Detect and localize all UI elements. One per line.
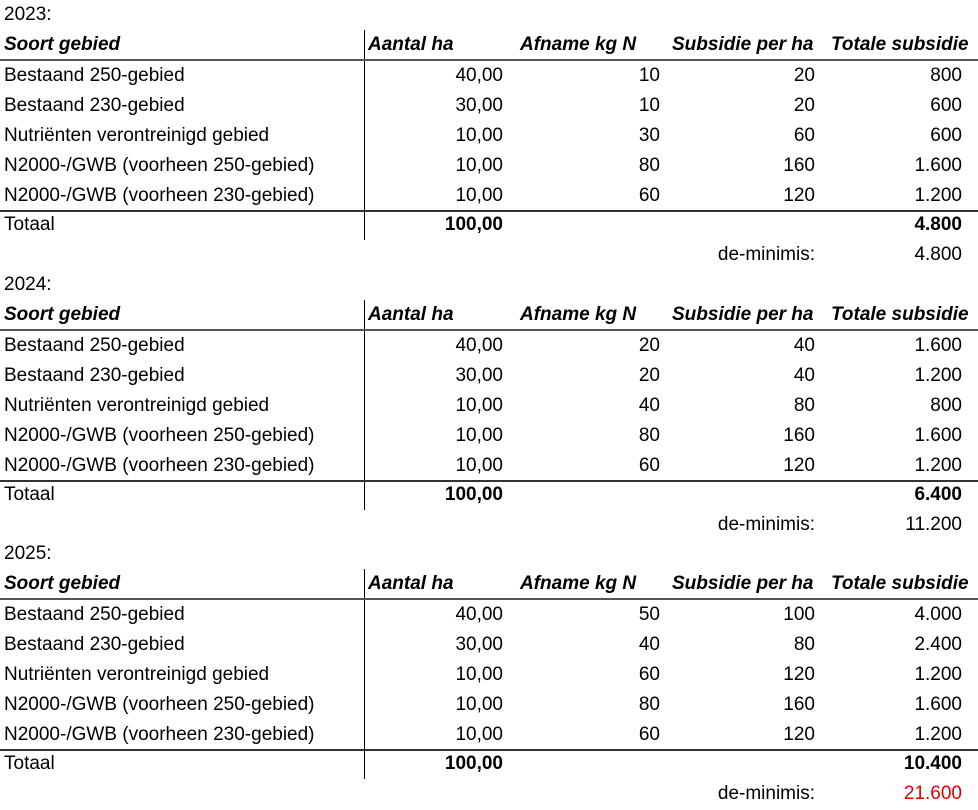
total-ha: 100,00 bbox=[444, 214, 503, 235]
cell-ha: 10,00 bbox=[455, 155, 503, 176]
cell-ha: 10,00 bbox=[455, 694, 503, 715]
cell-ha: 10,00 bbox=[455, 455, 503, 476]
table-row bbox=[0, 451, 978, 481]
cell-ha: 10,00 bbox=[455, 185, 503, 206]
cell-afname: 60 bbox=[638, 455, 660, 476]
header-aantal-ha: Aantal ha bbox=[368, 304, 454, 325]
deminimis-row bbox=[0, 779, 978, 809]
cell-subsidie-ha: 160 bbox=[783, 425, 815, 446]
cell-afname: 10 bbox=[638, 95, 660, 116]
header-row bbox=[0, 30, 978, 60]
cell-afname: 40 bbox=[638, 634, 660, 655]
table-row bbox=[0, 630, 978, 660]
cell-afname: 80 bbox=[638, 425, 660, 446]
header-subsidie-per-ha: Subsidie per ha bbox=[672, 304, 814, 325]
cell-ha: 40,00 bbox=[455, 335, 503, 356]
year-heading: 2025: bbox=[4, 543, 52, 564]
deminimis-label: de-minimis: bbox=[717, 514, 815, 535]
total-label: Totaal bbox=[4, 214, 55, 235]
deminimis-label: de-minimis: bbox=[717, 244, 815, 265]
table-row bbox=[0, 121, 978, 151]
cell-soort: N2000-/GWB (voorheen 230-gebied) bbox=[4, 724, 315, 745]
cell-totaal: 800 bbox=[930, 65, 962, 86]
cell-afname: 80 bbox=[638, 694, 660, 715]
total-subsidie: 10.400 bbox=[903, 753, 962, 774]
total-row bbox=[0, 480, 978, 510]
table-row bbox=[0, 331, 978, 361]
header-afname-kg-n: Afname kg N bbox=[520, 573, 637, 594]
table-row bbox=[0, 181, 978, 211]
cell-afname: 40 bbox=[638, 395, 660, 416]
total-label: Totaal bbox=[4, 753, 55, 774]
cell-totaal: 1.200 bbox=[914, 455, 962, 476]
cell-afname: 20 bbox=[638, 335, 660, 356]
cell-soort: Bestaand 250-gebied bbox=[4, 604, 185, 625]
cell-ha: 10,00 bbox=[455, 724, 503, 745]
cell-ha: 10,00 bbox=[455, 395, 503, 416]
cell-subsidie-ha: 100 bbox=[783, 604, 815, 625]
cell-subsidie-ha: 120 bbox=[783, 455, 815, 476]
cell-totaal: 1.600 bbox=[914, 155, 962, 176]
cell-totaal: 1.600 bbox=[914, 335, 962, 356]
cell-afname: 20 bbox=[638, 365, 660, 386]
cell-subsidie-ha: 40 bbox=[793, 335, 815, 356]
table-row bbox=[0, 421, 978, 451]
cell-ha: 10,00 bbox=[455, 125, 503, 146]
header-totale-subsidie: Totale subsidie bbox=[831, 573, 969, 594]
cell-ha: 30,00 bbox=[455, 365, 503, 386]
header-soort-gebied: Soort gebied bbox=[4, 573, 121, 594]
header-subsidie-per-ha: Subsidie per ha bbox=[672, 34, 814, 55]
cell-totaal: 4.000 bbox=[914, 604, 962, 625]
header-afname-kg-n: Afname kg N bbox=[520, 34, 637, 55]
cell-afname: 50 bbox=[638, 604, 660, 625]
cell-subsidie-ha: 40 bbox=[793, 365, 815, 386]
total-subsidie: 4.800 bbox=[914, 214, 962, 235]
cell-totaal: 800 bbox=[930, 395, 962, 416]
year-heading: 2023: bbox=[4, 4, 52, 25]
table-row bbox=[0, 151, 978, 181]
cell-subsidie-ha: 160 bbox=[783, 694, 815, 715]
cell-afname: 10 bbox=[638, 65, 660, 86]
cell-totaal: 1.600 bbox=[914, 694, 962, 715]
header-totale-subsidie: Totale subsidie bbox=[831, 304, 969, 325]
deminimis-value: 11.200 bbox=[905, 514, 962, 535]
cell-totaal: 600 bbox=[930, 125, 962, 146]
cell-ha: 10,00 bbox=[455, 425, 503, 446]
cell-subsidie-ha: 160 bbox=[783, 155, 815, 176]
cell-totaal: 1.200 bbox=[914, 365, 962, 386]
cell-afname: 60 bbox=[638, 664, 660, 685]
table-row bbox=[0, 91, 978, 121]
cell-ha: 10,00 bbox=[455, 664, 503, 685]
deminimis-row bbox=[0, 240, 978, 270]
cell-soort: Nutriënten verontreinigd gebied bbox=[4, 395, 270, 416]
table-row bbox=[0, 600, 978, 630]
table-row bbox=[0, 720, 978, 750]
header-totale-subsidie: Totale subsidie bbox=[831, 34, 969, 55]
header-subsidie-per-ha: Subsidie per ha bbox=[672, 573, 814, 594]
header-afname-kg-n: Afname kg N bbox=[520, 304, 637, 325]
cell-soort: N2000-/GWB (voorheen 250-gebied) bbox=[4, 425, 315, 446]
deminimis-value: 4.800 bbox=[914, 244, 962, 265]
total-subsidie: 6.400 bbox=[914, 484, 962, 505]
header-aantal-ha: Aantal ha bbox=[368, 34, 454, 55]
cell-subsidie-ha: 80 bbox=[793, 395, 815, 416]
cell-subsidie-ha: 120 bbox=[783, 185, 815, 206]
cell-subsidie-ha: 80 bbox=[793, 634, 815, 655]
cell-soort: N2000-/GWB (voorheen 250-gebied) bbox=[4, 694, 315, 715]
total-ha: 100,00 bbox=[444, 753, 503, 774]
table-row bbox=[0, 660, 978, 690]
cell-totaal: 600 bbox=[930, 95, 962, 116]
deminimis-row bbox=[0, 510, 978, 540]
cell-soort: N2000-/GWB (voorheen 250-gebied) bbox=[4, 155, 315, 176]
cell-afname: 80 bbox=[638, 155, 660, 176]
total-row bbox=[0, 210, 978, 240]
cell-soort: N2000-/GWB (voorheen 230-gebied) bbox=[4, 455, 315, 476]
cell-afname: 60 bbox=[638, 724, 660, 745]
cell-soort: Bestaand 230-gebied bbox=[4, 365, 185, 386]
table-row bbox=[0, 391, 978, 421]
cell-totaal: 2.400 bbox=[914, 634, 962, 655]
header-soort-gebied: Soort gebied bbox=[4, 34, 121, 55]
cell-ha: 30,00 bbox=[455, 634, 503, 655]
cell-subsidie-ha: 120 bbox=[783, 724, 815, 745]
cell-subsidie-ha: 120 bbox=[783, 664, 815, 685]
cell-soort: Bestaand 250-gebied bbox=[4, 335, 185, 356]
cell-ha: 40,00 bbox=[455, 604, 503, 625]
cell-soort: Bestaand 230-gebied bbox=[4, 634, 185, 655]
cell-totaal: 1.600 bbox=[914, 425, 962, 446]
year-heading: 2024: bbox=[4, 274, 52, 295]
header-aantal-ha: Aantal ha bbox=[368, 573, 454, 594]
cell-subsidie-ha: 20 bbox=[793, 65, 815, 86]
cell-soort: Nutriënten verontreinigd gebied bbox=[4, 664, 270, 685]
table-row bbox=[0, 61, 978, 91]
deminimis-label: de-minimis: bbox=[717, 783, 815, 804]
cell-soort: N2000-/GWB (voorheen 230-gebied) bbox=[4, 185, 315, 206]
cell-totaal: 1.200 bbox=[914, 185, 962, 206]
cell-soort: Bestaand 230-gebied bbox=[4, 95, 185, 116]
cell-afname: 60 bbox=[638, 185, 660, 206]
cell-ha: 40,00 bbox=[455, 65, 503, 86]
cell-totaal: 1.200 bbox=[914, 724, 962, 745]
cell-subsidie-ha: 60 bbox=[793, 125, 815, 146]
cell-afname: 30 bbox=[638, 125, 660, 146]
total-row bbox=[0, 749, 978, 779]
table-row bbox=[0, 361, 978, 391]
cell-soort: Nutriënten verontreinigd gebied bbox=[4, 125, 270, 146]
total-ha: 100,00 bbox=[444, 484, 503, 505]
cell-totaal: 1.200 bbox=[914, 664, 962, 685]
total-label: Totaal bbox=[4, 484, 55, 505]
header-row bbox=[0, 569, 978, 599]
deminimis-value: 21.600 bbox=[903, 783, 962, 804]
table-row bbox=[0, 690, 978, 720]
cell-soort: Bestaand 250-gebied bbox=[4, 65, 185, 86]
cell-subsidie-ha: 20 bbox=[793, 95, 815, 116]
header-soort-gebied: Soort gebied bbox=[4, 304, 121, 325]
header-row bbox=[0, 300, 978, 330]
cell-ha: 30,00 bbox=[455, 95, 503, 116]
